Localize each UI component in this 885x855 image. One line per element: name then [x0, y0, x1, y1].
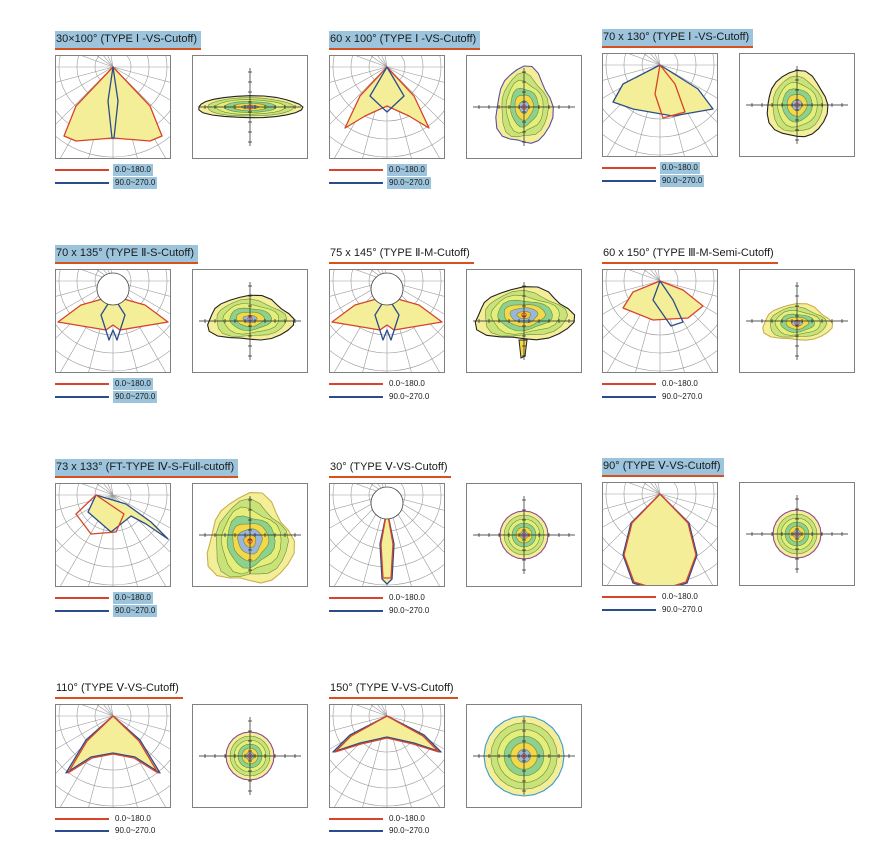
legend-label-c0: 0.0~180.0: [115, 814, 151, 823]
legend-c90: [55, 605, 165, 617]
legend-label-c90: 90.0~270.0: [662, 392, 703, 401]
isolux-contour-chart: [739, 269, 855, 373]
isolux-svg: [193, 270, 307, 372]
legend-label-c90: 90.0~270.0: [389, 606, 430, 615]
isolux-svg: [740, 54, 854, 156]
legend-line-red: [329, 597, 383, 599]
polar-svg: [56, 56, 170, 158]
legend-line-blue: [55, 610, 109, 612]
isolux-svg: [193, 56, 307, 158]
polar-curve-chart: [329, 704, 445, 808]
polar-curves: [613, 65, 713, 118]
grid-spoke: [56, 484, 113, 495]
legend-c90: [329, 391, 439, 403]
legend-c90: [602, 391, 712, 403]
polar-grid: [56, 484, 170, 586]
polar-svg: [330, 56, 444, 158]
grid-spoke: [330, 705, 387, 716]
grid-spoke: [603, 270, 660, 281]
grid-spoke: [56, 484, 113, 495]
legend-label-c0: 0.0~180.0: [389, 814, 425, 823]
isolux-contour-chart: [466, 483, 582, 587]
diagram-11: [329, 680, 594, 855]
polar-svg: [603, 270, 717, 372]
curve-c90: [88, 495, 168, 539]
isolux-svg: [193, 705, 307, 807]
grid-spoke: [330, 56, 387, 67]
crosshair-axes: [473, 717, 575, 795]
legend-label-c90: 90.0~270.0: [662, 176, 703, 185]
grid-spoke: [89, 705, 113, 716]
isolux-contour-chart: [466, 269, 582, 373]
grid-spoke: [56, 56, 113, 67]
diagram-6: [602, 245, 867, 420]
isolux-svg: [467, 484, 581, 586]
legend-c90: [55, 177, 165, 189]
grid-spoke: [603, 270, 660, 281]
grid-spoke: [603, 54, 660, 65]
legend-label-c0: 0.0~180.0: [115, 593, 151, 602]
isolux-svg: [740, 483, 854, 585]
polar-svg: [56, 270, 170, 372]
polar-svg: [56, 705, 170, 807]
diagram-title: 73 x 133° (FT-TYPE Ⅳ-S-Full-cutoff): [55, 459, 238, 478]
legend-line-red: [602, 167, 656, 169]
legend-c90: [329, 605, 439, 617]
legend-c90: [55, 825, 165, 837]
polar-curve-chart: [55, 55, 171, 159]
center-hole: [371, 487, 403, 519]
legend-c90: [602, 175, 712, 187]
legend-line-blue: [55, 182, 109, 184]
isolux-svg: [193, 484, 307, 586]
polar-svg: [330, 270, 444, 372]
polar-curve-chart: [329, 483, 445, 587]
legend-c0: [55, 164, 165, 176]
grid-spoke: [603, 270, 660, 281]
diagram-title: 30° (TYPE Ⅴ-VS-Cutoff): [329, 459, 451, 478]
legend-c0: [602, 591, 712, 603]
diagram-title: 70 x 135° (TYPE Ⅱ-S-Cutoff): [55, 245, 198, 264]
legend-c90: [329, 825, 439, 837]
legend-c0: [55, 378, 165, 390]
crosshair-axes: [199, 717, 301, 795]
legend-label-c90: 90.0~270.0: [115, 606, 156, 615]
legend-line-blue: [55, 396, 109, 398]
legend-c0: [55, 592, 165, 604]
grid-spoke: [56, 705, 113, 716]
legend-line-red: [55, 169, 109, 171]
legend-c0: [329, 164, 439, 176]
grid-spoke: [56, 484, 113, 495]
legend-label-c0: 0.0~180.0: [662, 592, 698, 601]
legend-line-red: [329, 818, 383, 820]
legend-line-blue: [602, 180, 656, 182]
diagram-title: 90° (TYPE Ⅴ-VS-Cutoff): [602, 458, 724, 477]
legend-line-red: [55, 818, 109, 820]
polar-curve-chart: [602, 53, 718, 157]
diagram-title: 75 x 145° (TYPE Ⅱ-M-Cutoff): [329, 245, 474, 264]
grid-spoke: [603, 54, 660, 65]
legend-line-red: [55, 383, 109, 385]
legend-label-c0: 0.0~180.0: [662, 379, 698, 388]
crosshair-axes: [746, 66, 848, 144]
legend-line-red: [55, 597, 109, 599]
grid-spoke: [56, 56, 113, 67]
grid-spoke: [363, 56, 387, 67]
diagram-10: [55, 680, 320, 855]
isolux-contour-chart: [192, 55, 308, 159]
polar-svg: [56, 484, 170, 586]
isolux-contour-chart: [739, 482, 855, 586]
grid-spoke: [56, 56, 113, 67]
crosshair-axes: [199, 282, 301, 360]
isolux-contour-chart: [192, 269, 308, 373]
diagram-title: 150° (TYPE Ⅴ-VS-Cutoff): [329, 680, 458, 699]
polar-svg: [603, 54, 717, 156]
legend-label-c0: 0.0~180.0: [389, 165, 425, 174]
grid-spoke: [603, 483, 660, 494]
polar-curve-chart: [55, 483, 171, 587]
legend-label-c90: 90.0~270.0: [115, 826, 156, 835]
polar-curve-chart: [329, 55, 445, 159]
crosshair-axes: [746, 495, 848, 573]
legend-line-blue: [55, 830, 109, 832]
legend-line-red: [329, 169, 383, 171]
legend-c0: [329, 592, 439, 604]
grid-spoke: [603, 270, 660, 281]
legend-c0: [329, 813, 439, 825]
isolux-svg: [467, 705, 581, 807]
polar-curve-chart: [329, 269, 445, 373]
grid-spoke: [603, 54, 660, 65]
center-hole: [371, 273, 403, 305]
isolux-contour-chart: [192, 483, 308, 587]
grid-spoke: [330, 56, 387, 67]
legend-label-c90: 90.0~270.0: [115, 178, 156, 187]
legend-label-c0: 0.0~180.0: [115, 165, 151, 174]
legend-label-c90: 90.0~270.0: [389, 826, 430, 835]
legend-label-c0: 0.0~180.0: [115, 379, 151, 388]
polar-curve-chart: [55, 269, 171, 373]
isolux-svg: [467, 270, 581, 372]
grid-spoke: [636, 270, 660, 281]
diagram-4: [55, 245, 320, 420]
grid-spoke: [330, 56, 387, 67]
legend-c90: [602, 604, 712, 616]
legend-c90: [55, 391, 165, 403]
diagram-title: 60 x 150° (TYPE Ⅲ-M-Semi-Cutoff): [602, 245, 778, 264]
isolux-svg: [467, 56, 581, 158]
crosshair-axes: [199, 68, 301, 146]
grid-spoke: [330, 56, 387, 67]
legend-label-c90: 90.0~270.0: [389, 392, 430, 401]
diagram-3: [602, 29, 867, 204]
crosshair-axes: [473, 496, 575, 574]
legend-c90: [329, 177, 439, 189]
diagram-title: 30×100° (TYPE Ⅰ -VS-Cutoff): [55, 31, 201, 50]
legend-line-blue: [329, 830, 383, 832]
polar-curves: [623, 494, 697, 585]
curve-c90: [623, 494, 697, 585]
polar-svg: [330, 705, 444, 807]
legend-c0: [55, 813, 165, 825]
isolux-contour-chart: [466, 704, 582, 808]
isolux-svg: [740, 270, 854, 372]
legend-line-blue: [329, 182, 383, 184]
grid-spoke: [89, 484, 113, 495]
polar-curve-chart: [602, 269, 718, 373]
diagram-title: 70 x 130° (TYPE Ⅰ -VS-Cutoff): [602, 29, 753, 48]
polar-svg: [330, 484, 444, 586]
grid-spoke: [330, 705, 387, 716]
diagram-1: [55, 31, 320, 206]
grid-spoke: [330, 705, 387, 716]
polar-curves: [380, 510, 394, 584]
diagram-8: [329, 459, 594, 634]
grid-spoke: [636, 483, 660, 494]
grid-spoke: [56, 705, 113, 716]
legend-label-c90: 90.0~270.0: [389, 178, 430, 187]
polar-curve-chart: [55, 704, 171, 808]
grid-spoke: [636, 54, 660, 65]
legend-label-c90: 90.0~270.0: [662, 605, 703, 614]
legend-line-blue: [602, 396, 656, 398]
grid-spoke: [330, 705, 387, 716]
grid-spoke: [56, 484, 113, 495]
diagram-7: [55, 459, 320, 634]
legend-line-red: [602, 596, 656, 598]
center-hole: [97, 273, 129, 305]
legend-line-red: [602, 383, 656, 385]
grid-spoke: [56, 705, 113, 716]
grid-spoke: [603, 483, 660, 494]
legend-label-c0: 0.0~180.0: [389, 379, 425, 388]
diagram-2: [329, 31, 594, 206]
crosshair-axes: [473, 282, 575, 360]
legend-c0: [329, 378, 439, 390]
isolux-contour-chart: [466, 55, 582, 159]
grid-spoke: [603, 483, 660, 494]
grid-spoke: [603, 54, 660, 65]
grid-spoke: [56, 56, 113, 67]
legend-label-c0: 0.0~180.0: [662, 163, 698, 172]
polar-svg: [603, 483, 717, 585]
legend-label-c0: 0.0~180.0: [389, 593, 425, 602]
diagram-title: 110° (TYPE Ⅴ-VS-Cutoff): [55, 680, 183, 699]
legend-c0: [602, 378, 712, 390]
legend-label-c90: 90.0~270.0: [115, 392, 156, 401]
crosshair-axes: [746, 282, 848, 360]
diagram-title: 60 x 100° (TYPE Ⅰ -VS-Cutoff): [329, 31, 480, 50]
grid-spoke: [603, 483, 660, 494]
legend-c0: [602, 162, 712, 174]
legend-line-blue: [329, 610, 383, 612]
isolux-contour-chart: [739, 53, 855, 157]
polar-curve-chart: [602, 482, 718, 586]
grid-spoke: [89, 56, 113, 67]
diagram-9: [602, 458, 867, 633]
legend-line-red: [329, 383, 383, 385]
crosshair-axes: [473, 68, 575, 146]
isolux-contour: [519, 340, 527, 358]
polar-curves: [76, 495, 168, 539]
legend-line-blue: [329, 396, 383, 398]
grid-spoke: [363, 705, 387, 716]
grid-spoke: [56, 705, 113, 716]
legend-line-blue: [602, 609, 656, 611]
diagram-5: [329, 245, 594, 420]
isolux-contour-chart: [192, 704, 308, 808]
